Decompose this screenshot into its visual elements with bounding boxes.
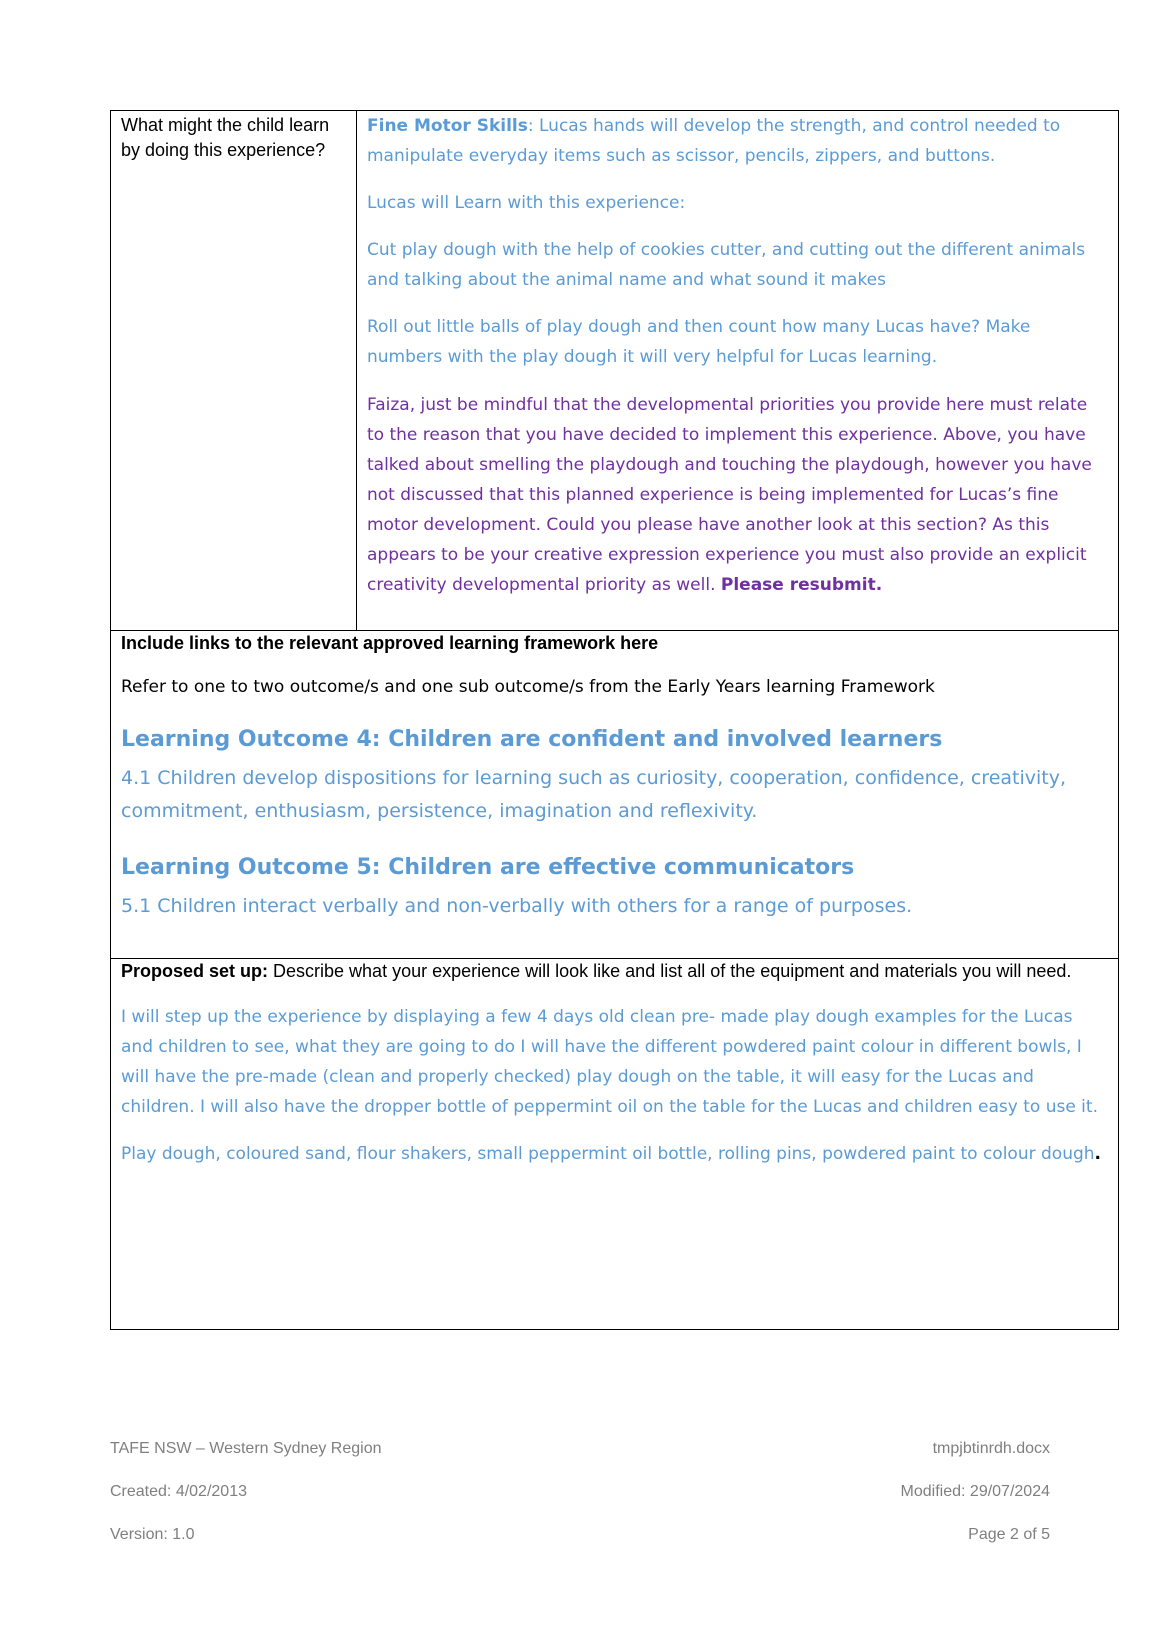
learning-row (111, 111, 1118, 631)
outcome-4-text: 4.1 Children develop dispositions for learning such as curiosity, cooperation, confidence, creativity, commitment, enthusiasm, persistence, imagination and reflexivity. (121, 767, 1067, 822)
fine-motor-paragraph (367, 111, 1108, 171)
answer-cell (357, 111, 1118, 630)
footer-org: TAFE NSW – Western Sydney Region (110, 1440, 382, 1457)
learn-intro: Lucas will Learn with this experience: (367, 193, 686, 213)
planning-table (110, 110, 1119, 1330)
learn-item-2: Roll out little balls of play dough and then count how many Lucas have? Make numbers with the play dough it will very helpful for Lucas learning. (367, 317, 1031, 367)
feedback-paragraph (367, 390, 1108, 600)
outcome-5-heading: Learning Outcome 5: Children are effective communicators (121, 855, 855, 880)
fine-motor-text: : Lucas hands will develop the strength, and control needed to manipulate everyday items such as scissor, pencils, zippers, and buttons. (367, 116, 1061, 166)
learn-item-1: Cut play dough with the help of cookies cutter, and cutting out the different animals and talking about the animal name and what sound it makes (367, 240, 1086, 290)
question-cell: What might the child learn by doing this experience? (111, 111, 357, 630)
footer-created: Created: 4/02/2013 (110, 1483, 247, 1500)
materials-list (121, 1139, 1108, 1169)
footer-page: Page 2 of 5 (968, 1526, 1050, 1543)
feedback-resubmit: Please resubmit. (720, 575, 883, 595)
materials-period: . (1094, 1144, 1102, 1164)
outcome-4-heading: Learning Outcome 4: Children are confident and involved learners (121, 727, 943, 752)
setup-label (121, 959, 1108, 984)
fine-motor-label: Fine Motor Skills (367, 116, 528, 136)
materials-text: Play dough, coloured sand, flour shakers, small peppermint oil bottle, rolling pins, powdered paint to colour dough (121, 1144, 1095, 1164)
setup-row (111, 959, 1118, 1331)
footer-modified: Modified: 29/07/2024 (900, 1483, 1050, 1500)
framework-instruction: Refer to one to two outcome/s and one sub outcome/s from the Early Years learning Framework (121, 677, 935, 697)
setup-label-bold: Proposed set up: (121, 961, 269, 981)
footer-filename: tmpjbtinrdh.docx (932, 1440, 1050, 1457)
framework-row (111, 631, 1118, 959)
framework-label: Include links to the relevant approved learning framework here (121, 633, 659, 653)
feedback-text: Faiza, just be mindful that the developmental priorities you provide here must relate to the reason that you have decided to implement this experience. Above, you have talked about smelling the playdough and touching the playdough, however you have not discussed that this planned experience is being implemented for Lucas’s fine motor development. Could you please have another look at this section? As this appears to be your creative expression experience you must also provide an explicit creativity developmental priority as well. (367, 395, 1092, 595)
outcome-5-text: 5.1 Children interact verbally and non-verbally with others for a range of purposes. (121, 895, 913, 917)
setup-label-text: Describe what your experience will look like and list all of the equipment and materials you will need. (268, 961, 1072, 981)
setup-description: I will step up the experience by displaying a few 4 days old clean pre- made play dough examples for the Lucas and children to see, what they are going to do I will have the different powdered paint colour in different bowls, I will have the pre-made (clean and properly checked) play dough on the table, it will easy for the Lucas and children. I will also have the dropper bottle of peppermint oil on the table for the Lucas and children easy to use it. (121, 1007, 1098, 1117)
footer-version: Version: 1.0 (110, 1526, 195, 1543)
